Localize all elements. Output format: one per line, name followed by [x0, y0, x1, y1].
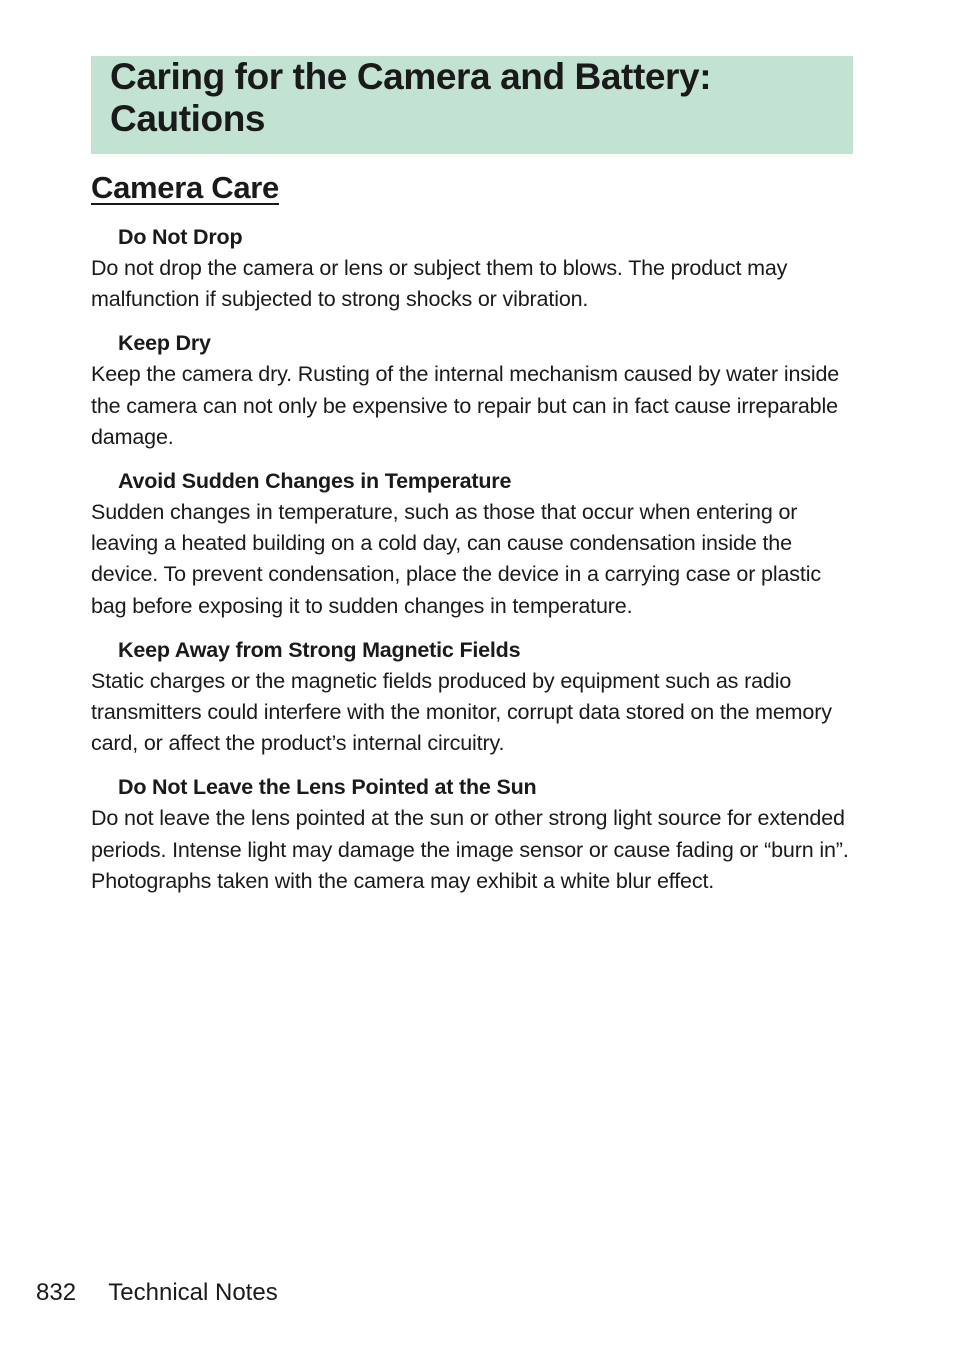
topic-title: Do Not Drop [118, 225, 243, 249]
topic-avoid-temperature-changes [91, 466, 861, 622]
topic-magnetic-fields [91, 635, 861, 760]
topic-lens-sun [91, 772, 861, 897]
topics-list [91, 222, 861, 910]
topic-keep-dry [91, 328, 861, 453]
topic-body: Sudden changes in temperature, such as those that occur when entering or leaving a heated building on a cold day, can cause condensation inside the device. To prevent condensation, place the device in a carrying case or plastic bag before exposing it to sudden changes in temperature. [91, 500, 821, 618]
topic-title: Keep Dry [118, 331, 211, 356]
topic-body: Static charges or the magnetic fields produced by equipment such as radio transmitters could interfere with the monitor, corrupt data stored on the memory card, or affect the product’s internal circuitry. [91, 668, 832, 756]
topic-body: Do not leave the lens pointed at the sun or other strong light source for extended periods. Intense light may damage the image sensor or cause fading or “burn in”. Photographs taken with the camera may exhibit a white blur effect. [91, 806, 849, 893]
title-banner [91, 56, 853, 154]
topic-body: Keep the camera dry. Rusting of the internal mechanism caused by water inside the camera can not only be expensive to repair but can in fact cause irreparable damage. [91, 362, 840, 449]
footer-section-name: Technical Notes [108, 1279, 278, 1306]
topic-body: Do not drop the camera or lens or subject them to blows. The product may malfunction if subjected to strong shocks or vibration. [91, 256, 788, 312]
topic-do-not-drop [91, 222, 861, 315]
page-title: Caring for the Camera and Battery: Cautions [110, 56, 712, 139]
topic-title: Do Not Leave the Lens Pointed at the Sun [118, 775, 537, 800]
page-number: 832 [36, 1279, 77, 1306]
page-footer [36, 1276, 278, 1310]
section-heading: Camera Care [91, 170, 279, 205]
topic-title: Avoid Sudden Changes in Temperature [118, 469, 512, 494]
topic-title: Keep Away from Strong Magnetic Fields [118, 637, 521, 662]
